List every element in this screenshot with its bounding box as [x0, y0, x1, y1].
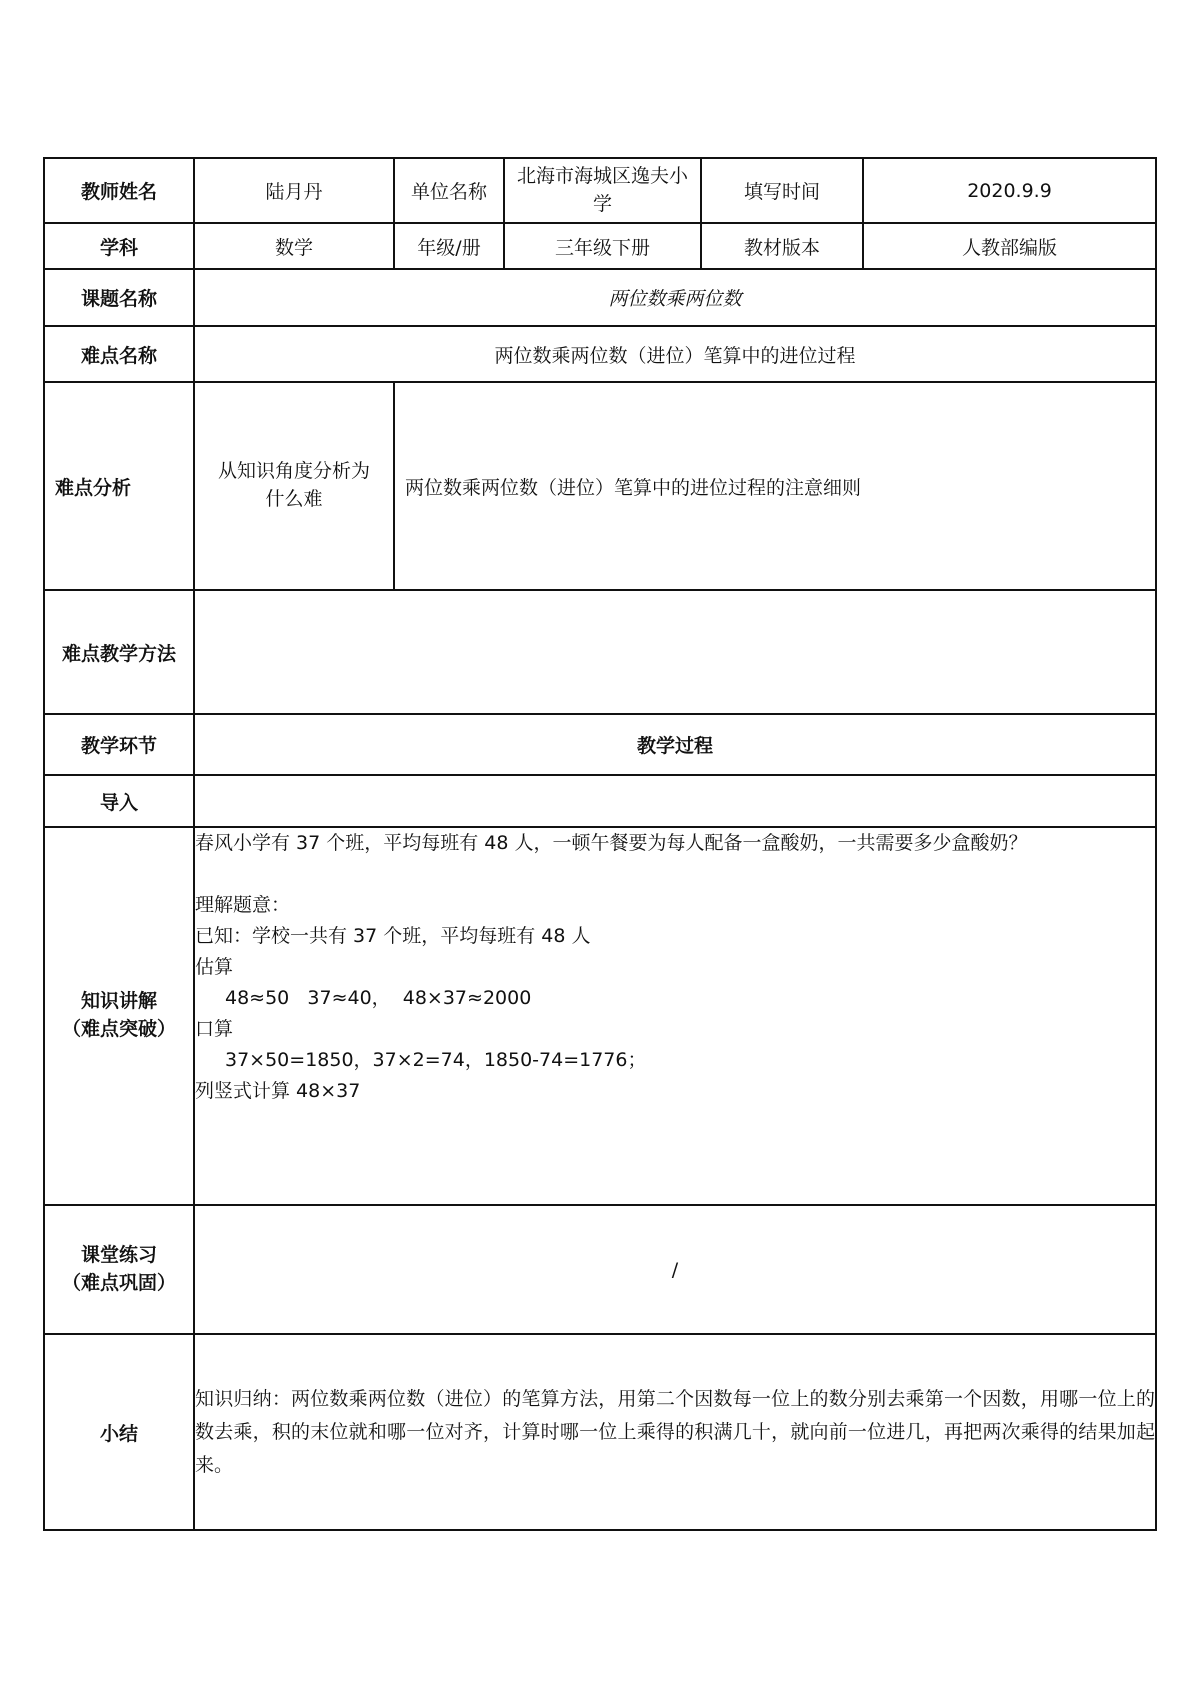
practice-value: / — [194, 1205, 1156, 1334]
topic-label: 课题名称 — [44, 269, 194, 326]
analysis-label: 难点分析 — [44, 382, 194, 590]
knowledge-label-line1: 知识讲解 — [80, 990, 157, 1013]
analysis-sub-label: 从知识角度分析为什么难 — [194, 382, 394, 590]
summary-row — [44, 1334, 1156, 1530]
teacher-label: 教师姓名 — [44, 158, 194, 223]
blank-line — [195, 859, 1155, 890]
grade-label: 年级/册 — [394, 223, 504, 269]
date-label: 填写时间 — [701, 158, 863, 223]
intro-row — [44, 775, 1156, 827]
oral-text: 37×50=1850，37×2=74，1850-74=1776； — [225, 1049, 647, 1071]
topic-row — [44, 269, 1156, 326]
date-value: 2020.9.9 — [863, 158, 1156, 223]
lesson-plan-table — [43, 157, 1157, 1531]
teacher-value: 陆月丹 — [194, 158, 394, 223]
analysis-row — [44, 382, 1156, 590]
estimate-text: 48≈50 37≈40， 48×37≈2000 — [225, 987, 532, 1009]
known-text: 已知：学校一共有 37 个班，平均每班有 48 人 — [195, 925, 591, 947]
knowledge-label-line2: （难点突破） — [61, 1018, 176, 1040]
unit-value: 北海市海城区逸夫小学 — [504, 158, 701, 223]
knowledge-content — [194, 827, 1156, 1205]
edition-value: 人教部编版 — [863, 223, 1156, 269]
header-row-2 — [44, 223, 1156, 269]
unit-label: 单位名称 — [394, 158, 504, 223]
practice-label — [44, 1205, 194, 1334]
process-header-row — [44, 714, 1156, 775]
edition-label: 教材版本 — [701, 223, 863, 269]
process-header: 教学过程 — [194, 714, 1156, 775]
grade-value: 三年级下册 — [504, 223, 701, 269]
summary-label: 小结 — [44, 1334, 194, 1530]
method-value — [194, 590, 1156, 714]
subject-label: 学科 — [44, 223, 194, 269]
practice-label-line2: （难点巩固） — [61, 1271, 176, 1294]
summary-value: 知识归纳：两位数乘两位数（进位）的笔算方法，用第二个因数每一位上的数分别去乘第一个因数，用哪一位上的数去乘，积的末位就和哪一位对齐，计算时哪一位上乘得的积满几十，就向前一位进几，再把两次乘得的结果加起来。 — [194, 1334, 1156, 1530]
problem-text: 春风小学有 37 个班，平均每班有 48 人，一顿午餐要为每人配备一盒酸奶，一共需要多少盒酸奶？ — [195, 832, 1028, 854]
process-label: 教学环节 — [44, 714, 194, 775]
understand-text: 理解题意： — [195, 894, 291, 916]
estimate-title: 估算 — [195, 956, 234, 978]
oral-title: 口算 — [195, 1018, 234, 1040]
vertical-calc-text: 列竖式计算 48×37 — [195, 1080, 361, 1102]
header-row-1 — [44, 158, 1156, 223]
practice-label-line1: 课堂练习 — [80, 1243, 157, 1266]
method-label: 难点教学方法 — [44, 590, 194, 714]
subject-value: 数学 — [194, 223, 394, 269]
method-row — [44, 590, 1156, 714]
difficulty-row — [44, 326, 1156, 382]
practice-row — [44, 1205, 1156, 1334]
difficulty-label: 难点名称 — [44, 326, 194, 382]
topic-value: 两位数乘两位数 — [194, 269, 1156, 326]
knowledge-row — [44, 827, 1156, 1205]
difficulty-value: 两位数乘两位数（进位）笔算中的进位过程 — [194, 326, 1156, 382]
intro-label: 导入 — [44, 775, 194, 827]
knowledge-label — [44, 827, 194, 1205]
analysis-value: 两位数乘两位数（进位）笔算中的进位过程的注意细则 — [394, 382, 1156, 590]
intro-value — [194, 775, 1156, 827]
